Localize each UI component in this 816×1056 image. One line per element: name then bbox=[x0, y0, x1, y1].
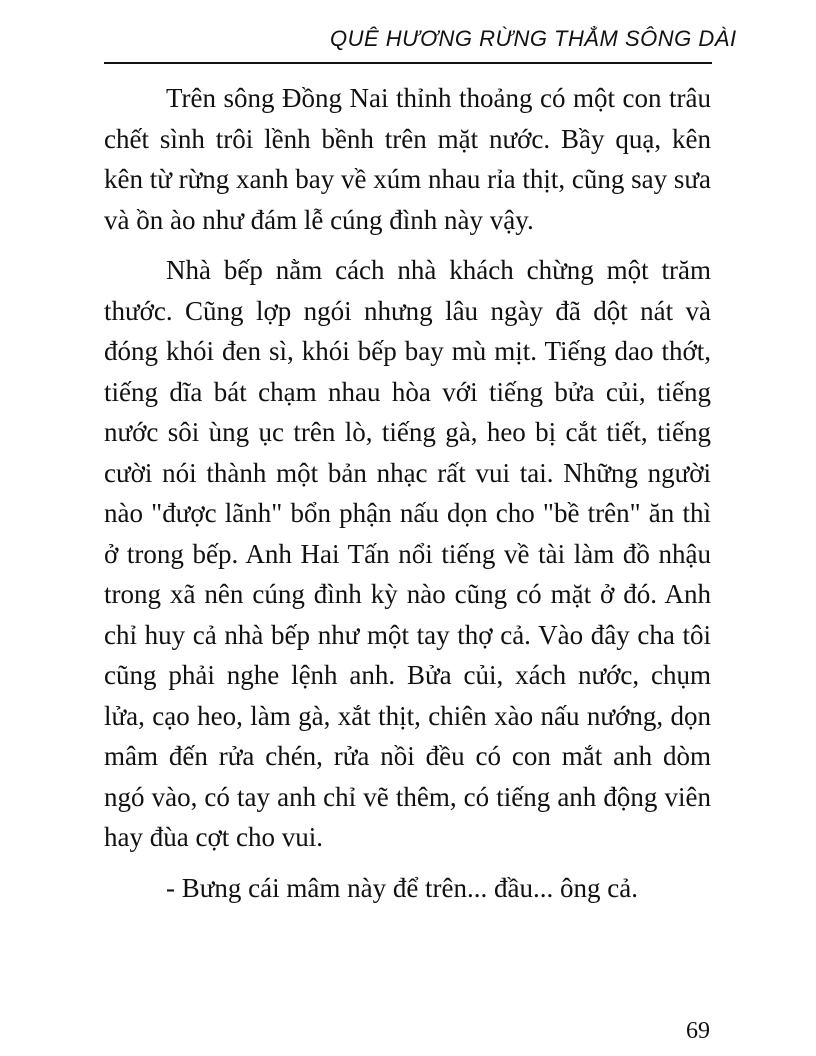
paragraph-dialogue: - Bưng cái mâm này để trên... đầu... ông cả. bbox=[166, 872, 638, 903]
paragraph-river-scene: Trên sông Đồng Nai thỉnh thoảng có một con trâu chết sình trôi lềnh bềnh trên mặt nước. Bầy quạ, kên kên từ rừng xanh bay về xúm nhau rỉa thịt, cũng say sưa và ồn ào như đám lễ cúng đình này vậy. bbox=[104, 83, 712, 235]
paragraph-kitchen: Nhà bếp nằm cách nhà khách chừng một trăm thước. Cũng lợp ngói nhưng lâu ngày đã dột nát và đóng khói đen sì, khói bếp bay mù mịt. Tiếng dao thớt, tiếng dĩa bát chạm nhau hòa với tiếng bửa củi, tiếng nước sôi ùng ục trên lò, tiếng gà, heo bị cắt tiết, tiếng cười nói thành một bản nhạc rất vui tai. Những người nào "được lãnh" bổn phận nấu dọn cho "bề trên" ăn thì ở trong bếp. Anh Hai Tấn nổi tiếng về tài làm đồ nhậu trong xã nên cúng đình kỳ nào cũng có mặt ở đó. Anh chỉ huy cả nhà bếp như một tay thợ cả. Vào đây cha tôi cũng phải nghe lệnh anh. Bửa củi, xách nước, chụm lửa, cạo heo, làm gà, xắt thịt, chiên xào nấu nướng, dọn mâm đến rửa chén, rửa nồi đều có con mắt anh dòm ngó vào, có tay anh chỉ vẽ thêm, có tiếng anh động viên hay đùa cợt cho vui. bbox=[104, 255, 711, 852]
header-rule bbox=[104, 62, 712, 64]
body-text bbox=[104, 78, 711, 908]
running-header-title: QUÊ HƯƠNG RỪNG THẲM SÔNG DÀI bbox=[330, 26, 737, 51]
page-number: 69 bbox=[686, 1018, 710, 1044]
